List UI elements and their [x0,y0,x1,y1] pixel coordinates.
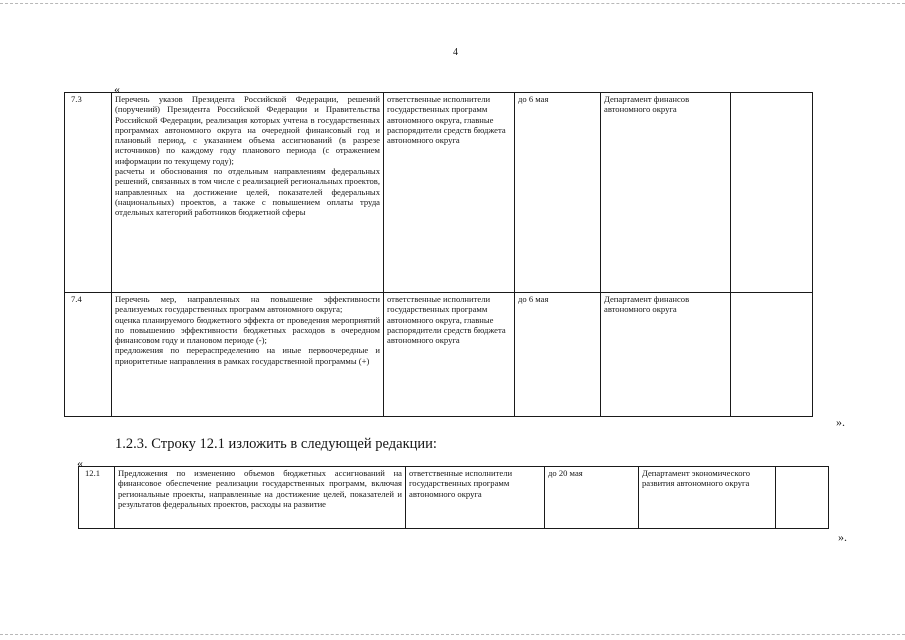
row-number: 7.4 [65,293,112,417]
scan-edge-top [0,3,905,4]
table-row-12-1 [79,467,829,529]
closing-quote: ». [838,530,847,544]
scan-edge-bottom [0,634,905,635]
row-extra [731,93,813,293]
page-number: 4 [453,47,458,58]
row-extra [776,467,829,529]
row-description [112,93,384,293]
description-paragraph: Перечень мер, направленных на повышение эффективности реализуемых государственных программ автономного округа; [115,294,380,315]
row-number: 7.3 [65,93,112,293]
closing-quote: ». [836,415,845,429]
row-responsible: ответственные исполнители государственных программ автономного округа [406,467,545,529]
row-department: Департамент финансов автономного округа [601,93,731,293]
description-paragraph: оценка планируемого бюджетного эффекта от проведения мероприятий по повышению эффективности бюджетных расходов в очередном финансовом году и плановом периоде (-); [115,314,380,346]
row-deadline: до 6 мая [515,293,601,417]
table-section-7 [64,92,813,417]
row-extra [731,293,813,417]
row-responsible: ответственные исполнители государственных программ автономного округа, главные распорядители средств бюджета автономного округа [384,93,515,293]
row-description: Предложения по изменению объемов бюджетных ассигнований на финансовое обеспечение реализации государственных программ, включая региональные проекты, направленные на достижение целей, показателей и результатов федеральных проектов, расходы на развитие [115,467,406,529]
row-responsible: ответственные исполнители государственных программ автономного округа, главные распорядители средств бюджета автономного округа [384,293,515,417]
description-paragraph: Перечень указов Президента Российской Федерации, решений (поручений) Президента Российской Федерации и Правительства Российской Федерации, реализация которых учтена в государственных программах автономного округа на очередной финансовый год и плановый период, с указанием объема ассигнований (в разрезе источников) по каждому году планового периода (с отражением информации по текущему году); [115,94,380,166]
section-heading: 1.2.3. Строку 12.1 изложить в следующей редакции: [115,436,437,452]
description-paragraph: расчеты и обоснования по отдельным направлениям федеральных решений, связанных в том числе с реализацией региональных проектов, направленных на достижение целей, показателей федеральных (национальных) проектов, а также с повышением оплаты труда отдельных категорий работников бюджетной сферы [115,166,380,218]
row-deadline: до 6 мая [515,93,601,293]
row-number: 12.1 [79,467,115,529]
opening-quote: « [77,456,83,470]
table-row-7-4 [65,293,813,417]
table-row-7-3 [65,93,813,293]
row-department: Департамент экономического развития автономного округа [639,467,776,529]
row-deadline: до 20 мая [545,467,639,529]
opening-quote: « [114,82,120,96]
description-paragraph: предложения по перераспределению на иные первоочередные и приоритетные направления в рамках государственной программы (+) [115,345,380,366]
row-department: Департамент финансов автономного округа [601,293,731,417]
row-description [112,293,384,417]
table-row-12-1-container [78,466,829,529]
